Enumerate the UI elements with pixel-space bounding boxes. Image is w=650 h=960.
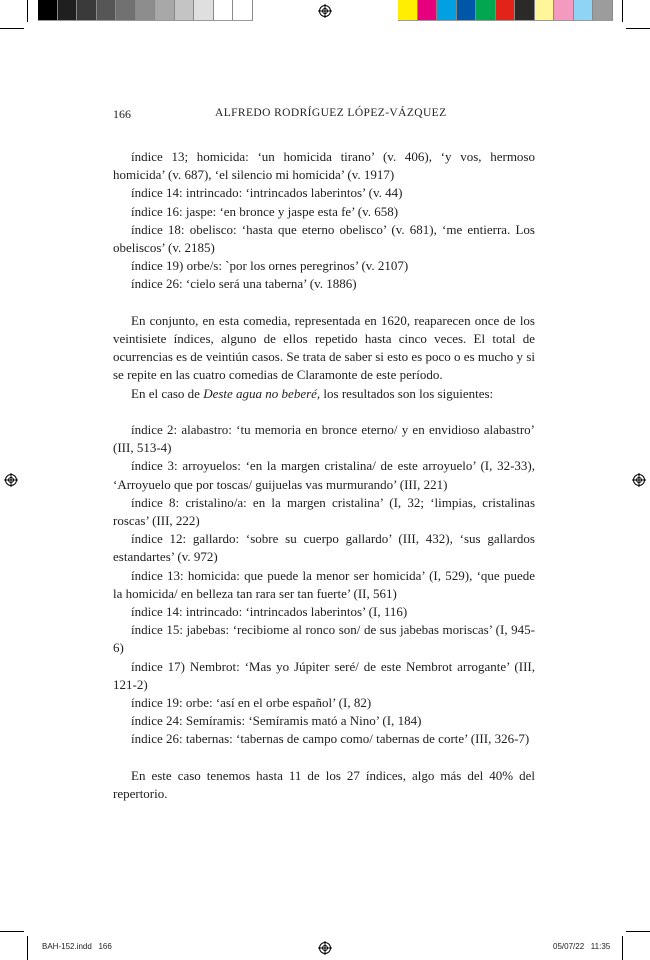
- crop-mark: [626, 931, 650, 932]
- list-item: índice 18: obelisco: ‘hasta que eterno obelisco’ (v. 681), ‘me entierra. Los obeliscos’ (v. 2185): [113, 221, 535, 256]
- list-item: índice 19) orbe/s: `por los ornes peregrinos’ (v. 2107): [131, 258, 409, 274]
- list-item: índice 17) Nembrot: ‘Mas yo Júpiter seré/ de este Nembrot arrogante’ (III, 121-2): [113, 658, 535, 692]
- crop-mark: [622, 0, 623, 22]
- green-swatch: [476, 0, 496, 20]
- light-cyan-swatch: [574, 0, 594, 20]
- running-title: ALFREDO RODRÍGUEZ LÓPEZ-VÁZQUEZ: [215, 107, 447, 119]
- pink-swatch: [554, 0, 574, 20]
- list-item: índice 8: cristalino/a: en la margen cristalina’ (I, 32; ‘limpias, cristalinas roscas’ (III, 222): [113, 494, 535, 529]
- registration-mark-icon: [318, 941, 332, 955]
- list-item: índice 3: arroyuelos: ‘en la margen cristalina/ de este arroyuelo’ (I, 32-33), ‘Arroyuelo que por toscas/ guijuelas vas murmurando’ (III, 221): [113, 458, 535, 492]
- magenta-swatch: [418, 0, 438, 20]
- gray-swatch: [58, 0, 78, 20]
- crop-mark: [27, 0, 28, 22]
- registration-mark-icon: [632, 473, 646, 487]
- list-item: índice 26: tabernas: ‘tabernas de campo como/ tabernas de corte’ (III, 326-7): [131, 731, 530, 747]
- registration-mark-icon: [4, 473, 18, 487]
- list-item: índice 14: intrincado: ‘intrincados laberintos’ (I, 116): [131, 604, 408, 620]
- paragraph: En el caso de Deste agua no beberé, los resultados son los siguientes:: [131, 385, 494, 401]
- list-item: índice 19: orbe: ‘así en el orbe español’ (I, 82): [131, 695, 372, 711]
- file-slug: BAH-152.indd 166: [42, 942, 112, 951]
- red-swatch: [496, 0, 516, 20]
- page-number: 166: [113, 107, 131, 121]
- list-item: índice 13; homicida: ‘un homicida tirano’ (v. 406), ‘y vos, hermoso homicida’ (v. 687), ‘el silencio mi homicida’ (v. 1917): [113, 149, 535, 183]
- list-item: índice 12: gallardo: ‘sobre su cuerpo gallardo’ (III, 432), ‘sus gallardos estandartes’ (v. 972): [113, 531, 535, 565]
- paragraph: En este caso tenemos hasta 11 de los 27 índices, algo más del 40% del repertorio.: [113, 767, 535, 802]
- gray-swatch: [116, 0, 136, 20]
- gray-swatch: [77, 0, 97, 20]
- crop-mark: [0, 28, 24, 29]
- yellow-swatch: [398, 0, 418, 20]
- crop-mark: [626, 28, 650, 29]
- gray-swatch: [593, 0, 613, 20]
- gray-swatch: [175, 0, 195, 20]
- body-text: [113, 148, 535, 803]
- crop-mark: [622, 936, 623, 960]
- gray-swatch: [38, 0, 58, 20]
- gray-swatch: [233, 0, 253, 20]
- blue-swatch: [457, 0, 477, 20]
- gray-swatch: [136, 0, 156, 20]
- grayscale-bar: [38, 0, 253, 21]
- list-item: índice 13: homicida: que puede la menor ser homicida’ (I, 529), ‘que puede la homicida/ en belleza tan rara ser tan fuerte’ (II, 561): [113, 567, 535, 601]
- date-slug: 05/07/22 11:35: [553, 942, 611, 951]
- work-title: Deste agua no beberé: [203, 385, 317, 401]
- crop-mark: [27, 936, 28, 960]
- gray-swatch: [214, 0, 234, 20]
- list-item: índice 16: jaspe: ‘en bronce y jaspe esta fe’ (v. 658): [131, 203, 399, 219]
- light-yellow-swatch: [535, 0, 555, 20]
- list-item: índice 2: alabastro: ‘tu memoria en bronce eterno/ y en envidioso alabastro’ (III, 513-4): [113, 422, 535, 456]
- paragraph: En conjunto, en esta comedia, representada en 1620, reaparecen once de los veintisiete índices, alguno de ellos repetido hasta cinco veces. El total de ocurrencias es de veintiún casos. Se trata de saber si esto es poco o es mucho y si se repite en las cuatro comedias de Claramonte de este período.: [113, 312, 535, 383]
- list-item: índice 15: jabebas: ‘recibiome al ronco son/ de sus jabebas moriscas’ (I, 945-6): [113, 622, 535, 656]
- registration-mark-icon: [318, 4, 332, 18]
- crop-mark: [0, 931, 24, 932]
- gray-swatch: [97, 0, 117, 20]
- gray-swatch: [155, 0, 175, 20]
- gray-swatch: [194, 0, 214, 20]
- list-item: índice 24: Semíramis: ‘Semíramis mató a Nino’ (I, 184): [131, 713, 422, 729]
- list-item: índice 26: ‘cielo será una taberna’ (v. 1886): [131, 276, 357, 292]
- list-item: índice 14: intrincado: ‘intrincados laberintos’ (v. 44): [131, 185, 403, 201]
- color-bar: [398, 0, 613, 21]
- black-swatch: [515, 0, 535, 20]
- cyan-swatch: [437, 0, 457, 20]
